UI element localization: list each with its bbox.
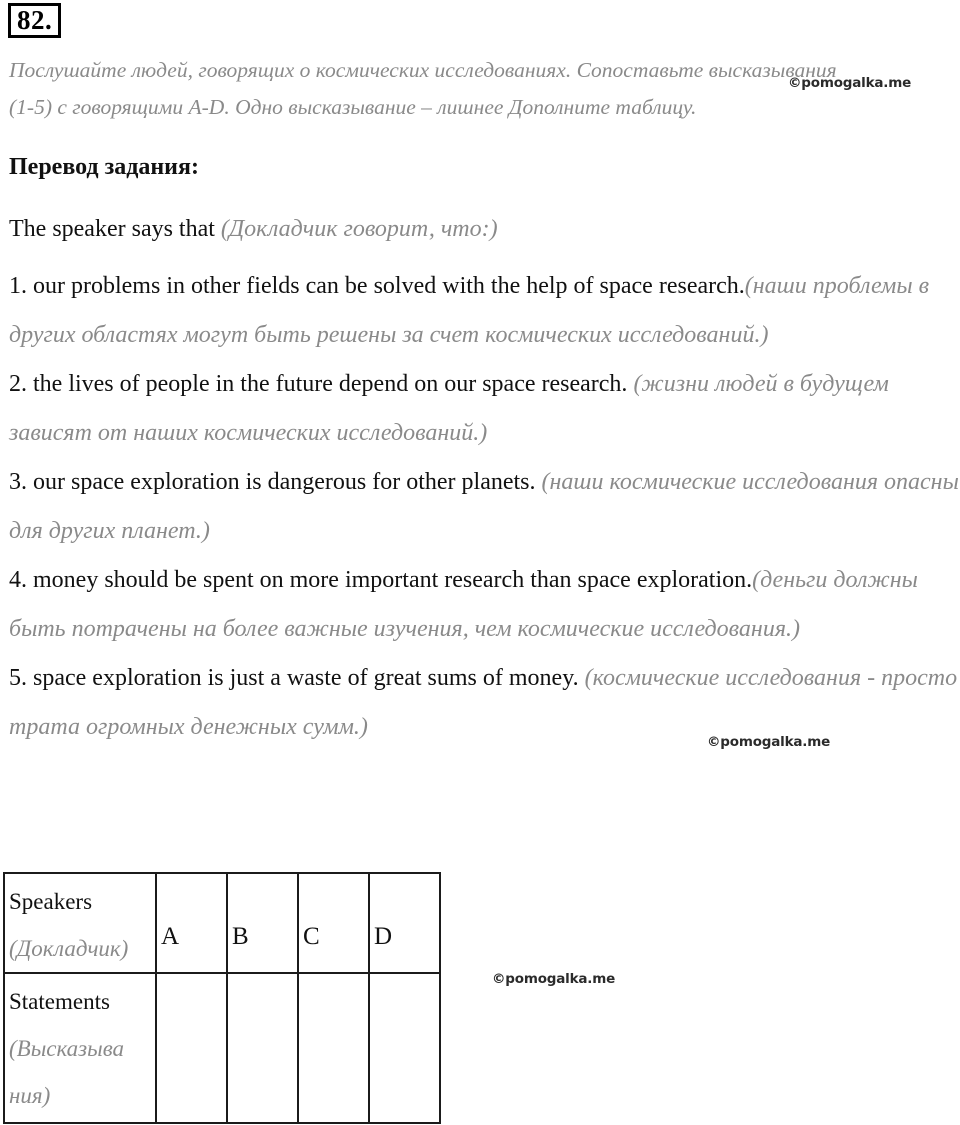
statement-english: 2. the lives of people in the future depend on our space research. (9, 371, 634, 397)
row-label-english: Statements (9, 989, 110, 1014)
lead-in-line (9, 213, 498, 245)
exercise-number-box: 82. (8, 3, 61, 38)
statement-item (9, 458, 959, 556)
lead-in-english: The speaker says that (9, 216, 221, 242)
table-row-header-speakers (4, 873, 156, 973)
watermark-top: ©pomogalka.me (788, 75, 912, 91)
statement-russian: (жизни людей в будущем зависят от наших космических исследований.) (9, 371, 889, 446)
table-cell-answer-c[interactable] (298, 973, 369, 1123)
task-prompt-line-1: Послушайте людей, говорящих о космических исследованиях. Сопоставьте высказывания (9, 58, 837, 82)
watermark-bottom: ©pomogalka.me (492, 971, 616, 987)
table-cell-speaker-c[interactable] (298, 873, 369, 973)
statement-english: 5. space exploration is just a waste of great sums of money. (9, 665, 585, 691)
statement-russian: (наши проблемы в других областях могут быть решены за счет космических исследований.) (9, 273, 930, 348)
statements-list (9, 262, 959, 752)
statement-english: 4. money should be spent on more important research than space exploration. (9, 567, 753, 593)
section-heading-translation: Перевод задания: (9, 154, 199, 180)
table-cell-answer-b[interactable] (227, 973, 298, 1123)
statement-russian: (наши космические исследования опасны для других планет.) (9, 469, 959, 544)
lead-in-russian: (Докладчик говорит, что:) (220, 216, 498, 242)
watermark-middle: ©pomogalka.me (707, 734, 831, 750)
statement-item (9, 262, 959, 360)
table-row-header-statements (4, 973, 156, 1123)
statement-russian: (деньги должны быть потрачены на более важные изучения, чем космические исследования.) (9, 567, 918, 642)
table-cell-speaker-b[interactable] (227, 873, 298, 973)
table-row (4, 873, 440, 973)
table-cell-answer-a[interactable] (156, 973, 227, 1123)
row-label-russian: (Высказыва ния) (9, 1036, 125, 1108)
row-label-russian: (Докладчик) (9, 936, 129, 961)
answer-table (3, 872, 441, 1124)
speaker-letter: B (232, 923, 249, 950)
speaker-letter: C (303, 923, 320, 950)
table-cell-answer-d[interactable] (369, 973, 440, 1123)
row-label-english: Speakers (9, 889, 93, 914)
statement-russian: (космические исследования - просто трата огромных денежных сумм.) (9, 665, 958, 740)
statement-english: 3. our space exploration is dangerous for other planets. (9, 469, 542, 495)
speaker-letter: A (161, 923, 180, 950)
table-cell-speaker-d[interactable] (369, 873, 440, 973)
task-prompt-line-2: (1-5) с говорящими A-D. Одно высказывание – лишнее Дополните таблицу. (9, 95, 697, 119)
table-row (4, 973, 440, 1123)
statement-item (9, 556, 959, 654)
statement-item (9, 360, 959, 458)
table-cell-speaker-a[interactable] (156, 873, 227, 973)
statement-english: 1. our problems in other fields can be solved with the help of space research. (9, 273, 745, 299)
speaker-letter: D (374, 923, 393, 950)
